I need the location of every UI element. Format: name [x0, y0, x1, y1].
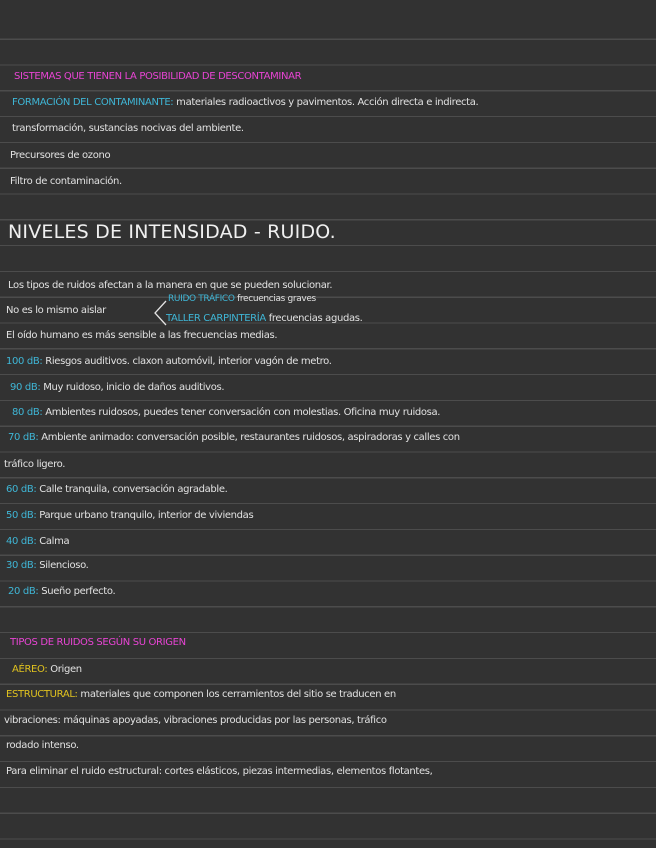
level-row	[12, 407, 440, 418]
level-row-continued	[4, 459, 65, 470]
level-db: 40 dB:	[6, 536, 37, 547]
level-text: tráfico ligero.	[4, 459, 66, 470]
aereo-row	[12, 664, 82, 675]
compare-top-text: frecuencias graves	[237, 294, 316, 304]
level-db: 90 dB:	[10, 382, 41, 393]
level-db: 60 dB:	[6, 484, 37, 495]
level-text: Ambientes ruidosos, puedes tener conversación con molestias. Oficina muy ruidosa.	[45, 407, 441, 418]
estructural-cont2: rodado intenso.	[6, 740, 79, 751]
section3-heading: TIPOS DE RUIDOS SEGÚN SU ORIGEN	[10, 637, 186, 648]
compare-prefix: No es lo mismo aislar	[6, 305, 106, 316]
level-row	[6, 510, 253, 521]
level-row	[6, 484, 228, 495]
compare-top	[168, 294, 316, 304]
compare-bottom	[166, 313, 362, 324]
level-db: 100 dB:	[6, 356, 43, 367]
level-row	[6, 356, 332, 367]
level-text: Riesgos auditivos. claxon automóvil, interior vagón de metro.	[45, 356, 332, 367]
level-text: Silencioso.	[39, 560, 89, 571]
estructural-cont: vibraciones: máquinas apoyadas, vibraciones producidas por las personas, tráfico	[4, 715, 387, 726]
level-db: 30 dB:	[6, 560, 37, 571]
level-row	[10, 382, 224, 393]
compare-top-label: RUIDO TRÁFICO	[168, 294, 235, 304]
section1-line2: transformación, sustancias nocivas del ambiente.	[12, 123, 244, 134]
level-row	[8, 432, 460, 443]
level-text: Calma	[39, 536, 70, 547]
section1-line1-text: materiales radioactivos y pavimentos. Acción directa e indirecta.	[176, 97, 479, 108]
estructural-row	[6, 689, 396, 700]
estructural-text: materiales que componen los cerramientos del sitio se traducen en	[80, 689, 396, 700]
compare-bottom-text: frecuencias agudas.	[268, 313, 363, 324]
level-db: 50 dB:	[6, 510, 37, 521]
section1-line1	[12, 97, 478, 108]
level-text: Muy ruidoso, inicio de daños auditivos.	[43, 382, 225, 393]
eliminar-row: Para eliminar el ruido estructural: cortes elásticos, piezas intermedias, elementos flotantes,	[6, 766, 433, 777]
level-row	[6, 536, 69, 547]
level-text: Ambiente animado: conversación posible, restaurantes ruidosos, aspiradoras y calles con	[41, 432, 460, 443]
level-text: Calle tranquila, conversación agradable.	[39, 484, 228, 495]
level-row	[6, 560, 89, 571]
compare-bottom-label: TALLER CARPINTERÍA	[166, 313, 266, 324]
level-row	[8, 586, 115, 597]
level-db: 80 dB:	[12, 407, 43, 418]
section1-line3: Precursores de ozono	[10, 150, 111, 161]
aereo-label: AÉREO:	[12, 664, 48, 675]
aereo-text: Origen	[50, 664, 82, 675]
level-db: 70 dB:	[8, 432, 39, 443]
section1-line4: Filtro de contaminación.	[10, 176, 122, 187]
section1-heading: SISTEMAS QUE TIENEN LA POSIBILIDAD DE DESCONTAMINAR	[14, 71, 302, 82]
section2-intro: Los tipos de ruidos afectan a la manera en que se pueden solucionar.	[8, 280, 333, 291]
level-db: 20 dB:	[8, 586, 39, 597]
section2-heading: NIVELES DE INTENSIDAD - RUIDO.	[8, 221, 336, 243]
brace-icon	[153, 299, 167, 327]
section1-line1-label: FORMACIÓN DEL CONTAMINANTE:	[12, 97, 174, 108]
ear-note: El oído humano es más sensible a las frecuencias medias.	[6, 330, 278, 341]
level-text: Sueño perfecto.	[41, 586, 116, 597]
estructural-label: ESTRUCTURAL:	[6, 689, 78, 700]
level-text: Parque urbano tranquilo, interior de viviendas	[39, 510, 254, 521]
